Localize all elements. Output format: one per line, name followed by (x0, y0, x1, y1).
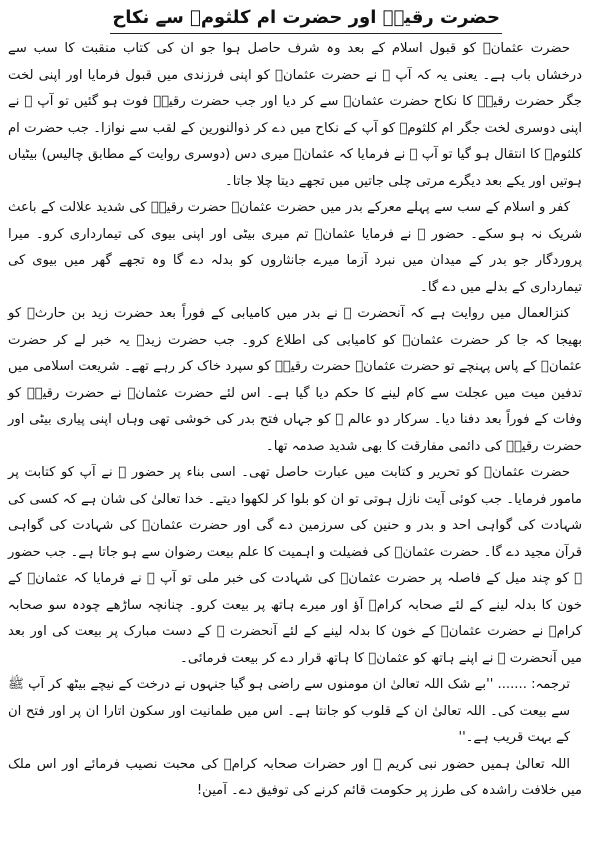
paragraph-2: کفر و اسلام کے سب سے پہلے معرکے بدر میں حضرت عثمانؓ حضرت رقیہؓ کی شدید علالت کے باعث شریک نہ ہو سکے۔ حضور ﷺ نے فرمایا عثمانؓ تم میری بیٹی اور اپنی بیوی کی تیمارداری کرو۔ میرا پروردگار جو بدر کے میدان میں نبرد آزما میرے جانثاروں کو بدلہ دے گا وہ تجھے گھر میں بیوی کی تیمارداری کے بدلے میں دے گا۔ (8, 200, 582, 295)
paragraph-4: حضرت عثمانؓ کو تحریر و کتابت میں عبارت حاصل تھی۔ اسی بناء پر حضور ﷺ نے آپ کو کتابت پر مامور فرمایا۔ جب کوئی آیت نازل ہوتی تو ان کو بلوا کر لکھوا دیتے۔ خدا تعالیٰ کی شان ہے کہ کسی کی شہادت کی گواہی احد و بدر و حنین کی سرزمین دے گی اور حضرت عثمانؓ کی شہادت کی گواہی قرآن مجید دے گا۔ حضرت عثمانؓ کی فضیلت و اہمیت کا علم بیعت رضوان سے ہو جاتا ہے۔ جب حضور ﷺ کو چند میل کے فاصلہ پر حضرت عثمانؓ کی شہادت کی خبر ملی تو آپ ﷺ نے فرمایا کہ عثمانؓ کے خون کا بدلہ لینے کے لئے صحابہ کرامؓ آؤ اور میرے ہاتھ پر بیعت کرو۔ چنانچہ ساڑھے چودہ سو صحابہ کرامؓ نے حضرت عثمانؓ کے خون کا بدلہ لینے کے لئے آنحضرت ﷺ کے دست مبارک پر بیعت کی اور بعد میں آنحضرت ﷺ نے اپنے ہاتھ کو عثمانؓ کا ہاتھ قرار دے کر بیعت فرمائی۔ (8, 465, 582, 666)
page-title: حضرت رقیہؓ اور حضرت ام کلثومؓ سے نکاح (110, 4, 502, 34)
paragraph-3: کنزالعمال میں روایت ہے کہ آنحضرت ﷺ نے بدر میں کامیابی کے فوراً بعد حضرت زید بن حارثؓ کو بھیجا کہ جا کر حضرت عثمانؓ کو کامیابی کی اطلاع کرو۔ جب حضرت زیدؓ یہ خبر لے کر حضرت عثمانؓ کے پاس پہنچے تو حضرت عثمانؓ حضرت رقیہؓ کو سپرد خاک کر رہے تھے۔ شریعت اسلامی میں تدفین میت میں عجلت سے کام لینے کا حکم دیا گیا ہے۔ اس لئے حضرت عثمانؓ نے حضرت رقیہؓ کو وفات کے فوراً بعد دفنا دیا۔ سرکار دو عالم ﷺ کو جہاں فتح بدر کی خوشی تھی وہاں اپنی پیاری بیٹی اور حضرت رقیہؓ کی دائمی مفارقت کا بھی شدید صدمہ تھا۔ (8, 306, 582, 454)
paragraph-1: حضرت عثمانؓ کو قبول اسلام کے بعد وہ شرف حاصل ہوا جو ان کی کتاب منقبت کا سب سے درخشاں باب ہے۔ یعنی یہ کہ آپ ﷺ نے حضرت عثمانؓ کو اپنی فرزندی میں قبول فرمایا اور اپنی لخت جگر حضرت رقیہؓ کا نکاح حضرت عثمانؓ سے کر دیا اور جب حضرت رقیہؓ فوت ہو گئیں تو آپ ﷺ نے اپنی دوسری لخت جگر ام کلثومؓ کو آپ کے نکاح میں دے کر ذوالنورین کے لقب سے نوازا۔ جب حضرت ام کلثومؓ کا انتقال ہو گیا تو آپ ﷺ نے فرمایا کہ عثمانؓ میری دس (دوسری روایت کے مطابق چالیس) بیٹیاں ہوتیں اور یکے بعد دیگرے مرتی چلی جاتیں میں تجھے دیتا چلا جاتا۔ (8, 41, 582, 189)
translation-quote: ترجمہ: ....... ''بے شک اللہ تعالیٰ ان مومنوں سے راضی ہو گیا جنہوں نے درخت کے نیچے بیٹھ کر آپ ﷺ سے بیعت کی۔ اللہ تعالیٰ ان کے قلوب کو جانتا ہے۔ اس میں طمانیت اور سکون اتارا ان پر اور فتح ان کے بہت قریب ہے۔'' (8, 677, 570, 745)
document-body (8, 36, 582, 805)
closing-prayer: اللہ تعالیٰ ہمیں حضور نبی کریم ﷺ اور حضرات صحابہ کرامؓ کی محبت نصیب فرمائے اور اس ملک میں خلافت راشدہ کی طرز پر حکومت قائم کرنے کی توفیق دے۔ آمین! (8, 756, 582, 798)
